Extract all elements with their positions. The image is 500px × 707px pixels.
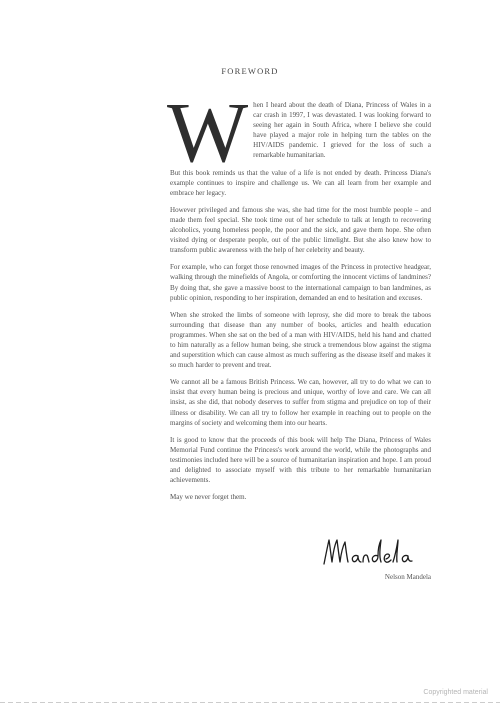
paragraph-5: When she stroked the limbs of someone with leprosy, she did more to break the taboos surrounding that disease than any number of books, articles and health education programmes. When she sat on the bed of a man with HIV/AIDS, held his hand and chatted to him naturally as a fellow human being, she struck a tremendous blow against the stigma and superstition which can cause almost as much suffering as the disease itself and makes it so much harder to prevent and treat. — [170, 310, 431, 370]
bottom-edge-rule — [0, 702, 500, 703]
drop-cap: W — [167, 84, 249, 180]
signature-image — [320, 534, 460, 570]
paragraph-1-text: hen I heard about the death of Diana, Princess of Wales in a car crash in 1997, I was devastated. I was looking forward to seeing her again in South Africa, where I believe she could have played a major role in helping turn the tables on the HIV/AIDS pandemic. I grieved for the loss of such a remarkable humanitarian. — [253, 101, 431, 160]
paragraph-6: We cannot all be a famous British Princess. We can, however, all try to do what we can to insist that every human being is precious and unique, worthy of love and care. We can all insist, as she did, that nobody deserves to suffer from stigma and prejudice on top of their illness or disability. We can all try to follow her example in reaching out to people on the margins of society and welcoming them into our hearts. — [170, 378, 431, 427]
paragraph-1 — [167, 84, 431, 180]
page-title: FOREWORD — [221, 66, 279, 76]
paragraph-2: But this book reminds us that the value of a life is not ended by death. Princess Diana's example continues to inspire and challenge us. We can all learn from her example and embrace her legacy. — [170, 168, 431, 197]
foreword-body — [167, 84, 431, 509]
paragraph-3: However privileged and famous she was, she had time for the most humble people – and made them feel special. She took time out of her schedule to talk at length to recovering alcoholics, young homeless people, the poor and the sick, and gave them hope. She often visited dying or desperate people, out of the public limelight. But she also knew how to transform public awareness with the help of her celebrity and beauty. — [170, 205, 431, 255]
copyright-watermark: Copyrighted material — [423, 689, 488, 696]
paragraph-8: May we never forget them. — [170, 493, 247, 502]
paragraph-7: It is good to know that the proceeds of this book will help The Diana, Princess of Wales Memorial Fund continue the Princess's work around the world, while the photographs and testimonies included here will be a source of humanitarian inspiration and hope. I am proud and delighted to associate myself with this tribute to her remarkable humanitarian achievements. — [170, 435, 431, 485]
signatory-name: Nelson Mandela — [384, 573, 431, 581]
paragraph-4: For example, who can forget those renowned images of the Princess in protective headgear, walking through the minefields of Angola, or comforting the innocent victims of landmines? By doing that, she gave a massive boost to the international campaign to ban landmines, as public opinion, responding to her inspiration, demanded an end to hesitation and excuses. — [170, 263, 431, 302]
signature — [320, 534, 460, 570]
